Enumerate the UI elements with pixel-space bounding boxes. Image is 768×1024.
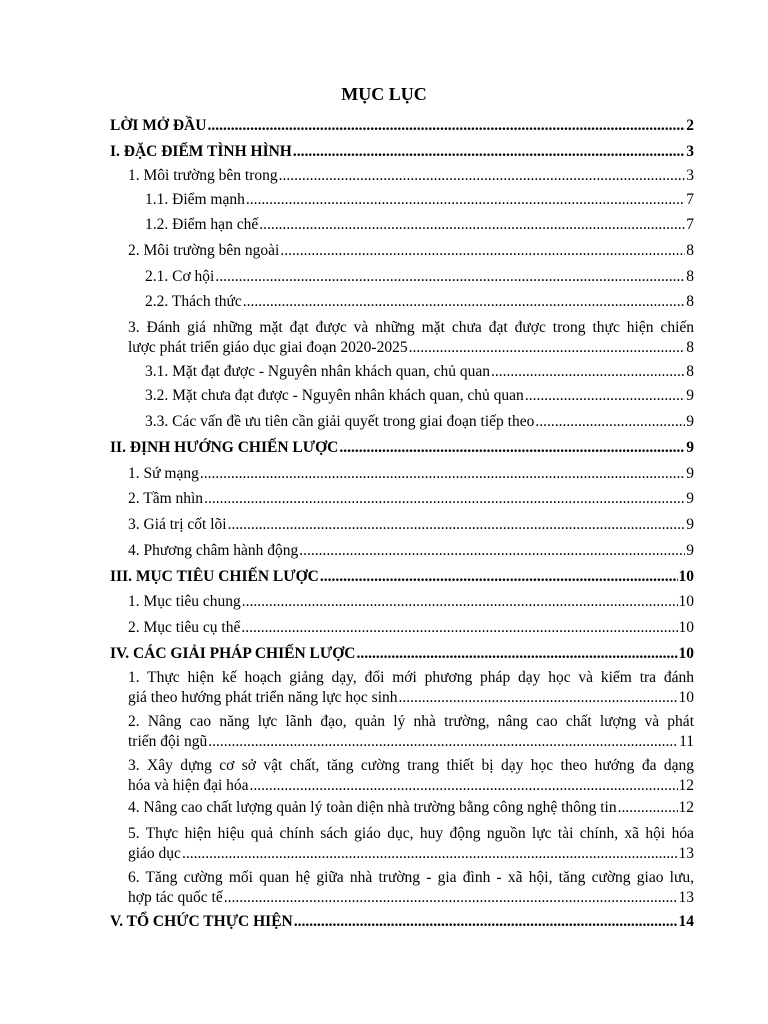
page-title: MỤC LỤC	[341, 84, 427, 104]
toc-page-number: 8	[686, 268, 694, 285]
dot-leader	[246, 190, 685, 210]
dot-leader	[299, 541, 685, 561]
toc-label: 3.3. Các vấn đề ưu tiên cần giải quyết trong giai đoạn tiếp theo	[145, 413, 535, 430]
toc-page-number: 9	[686, 542, 694, 559]
toc-page-number: 2	[686, 117, 694, 134]
dot-leader	[320, 567, 678, 587]
toc-page-number: 10	[678, 645, 694, 662]
toc-label: giá theo hướng phát triển năng lực học sinh	[128, 689, 398, 706]
toc-page-number: 3	[686, 143, 694, 160]
dot-leader	[259, 215, 685, 235]
toc-entry-loi-mo-dau[interactable]	[110, 116, 694, 136]
dot-leader	[399, 688, 678, 708]
toc-label: I. ĐẶC ĐIỂM TÌNH HÌNH	[110, 143, 292, 160]
dot-leader	[339, 438, 685, 458]
toc-entry-giai-phap-6[interactable]	[128, 868, 694, 908]
toc-page-number: 13	[678, 889, 694, 906]
toc-page-number: 7	[686, 191, 694, 208]
toc-entry-2-2[interactable]	[145, 292, 694, 312]
toc-page-number: 10	[678, 568, 694, 585]
toc-label: 2. Tầm nhìn	[128, 490, 204, 507]
toc-entry-2[interactable]	[128, 241, 694, 261]
toc-page-number: 9	[686, 516, 694, 533]
dot-leader	[356, 644, 677, 664]
toc-entry-giai-phap-5[interactable]	[128, 824, 694, 864]
toc-label-line1: 2. Nâng cao năng lực lãnh đạo, quản lý nhà trường, nâng cao chất lượng và phát	[128, 713, 694, 730]
dot-leader	[279, 166, 686, 186]
dot-leader	[200, 464, 685, 484]
toc-page-number: 10	[678, 689, 694, 706]
toc-label: 2. Môi trường bên ngoài	[128, 242, 280, 259]
toc-label: 2.2. Thách thức	[145, 293, 242, 310]
toc-page-number: 11	[679, 733, 694, 750]
toc-label: 1. Mục tiêu chung	[128, 593, 241, 610]
toc-page-number: 8	[686, 363, 694, 380]
toc-page-number: 8	[686, 242, 694, 259]
toc-label: hóa và hiện đại hóa	[128, 777, 249, 794]
dot-leader	[208, 732, 678, 752]
dot-leader	[241, 618, 677, 638]
toc-label-line1: 3. Xây dựng cơ sở vật chất, tăng cường trang thiết bị dạy học theo hướng đa dạng	[128, 757, 694, 774]
toc-entry-muc-tieu-cu-the[interactable]	[128, 618, 694, 638]
toc-label: 2.1. Cơ hội	[145, 268, 215, 285]
toc-page-number: 9	[686, 413, 694, 430]
toc-label: 3. Giá trị cốt lõi	[128, 516, 227, 533]
toc-page-number: 12	[678, 777, 694, 794]
toc-label: 4. Phương châm hành động	[128, 542, 299, 559]
toc-entry-3-2[interactable]	[145, 386, 694, 406]
toc-entry-su-mang[interactable]	[128, 464, 694, 484]
toc-label: hợp tác quốc tế	[128, 889, 223, 906]
toc-entry-muc-tieu-chung[interactable]	[128, 592, 694, 612]
toc-entry-section-1[interactable]	[110, 142, 694, 162]
dot-leader	[250, 776, 678, 796]
toc-page-number: 8	[686, 339, 694, 356]
toc-entry-giai-phap-2[interactable]	[128, 712, 694, 752]
toc-page-number: 12	[678, 799, 694, 816]
toc-entry-3[interactable]	[128, 318, 694, 358]
toc-label: lược phát triển giáo dục giai đoạn 2020-2025	[128, 339, 408, 356]
toc-label: II. ĐỊNH HƯỚNG CHIẾN LƯỢC	[110, 439, 339, 456]
toc-entry-1[interactable]	[128, 166, 694, 186]
toc-page-number: 8	[686, 293, 694, 310]
toc-entry-3-3[interactable]	[145, 412, 694, 432]
toc-label-line1: 6. Tăng cường mối quan hệ giữa nhà trường - gia đình - xã hội, tăng cường giao lưu,	[128, 869, 694, 886]
toc-entry-phuong-cham[interactable]	[128, 541, 694, 561]
toc-label-line1: 5. Thực hiện hiệu quả chính sách giáo dục, huy động nguồn lực tài chính, xã hội hóa	[128, 825, 694, 842]
toc-label: 4. Nâng cao chất lượng quản lý toàn diện nhà trường bằng công nghệ thông tin	[128, 799, 617, 816]
toc-label-line1: 1. Thực hiện kế hoạch giảng dạy, đổi mới phương pháp dạy học và kiểm tra đánh	[128, 669, 694, 686]
toc-entry-section-3[interactable]	[110, 567, 694, 587]
toc-page-number: 3	[686, 167, 694, 184]
dot-leader	[228, 515, 686, 535]
toc-entry-tam-nhin[interactable]	[128, 489, 694, 509]
dot-leader	[294, 912, 678, 932]
toc-entry-1-2[interactable]	[145, 215, 694, 235]
toc-label: 1.2. Điểm hạn chế	[145, 216, 259, 233]
toc-label: LỜI MỞ ĐẦU	[110, 117, 207, 134]
dot-leader	[242, 592, 678, 612]
toc-entry-giai-phap-3[interactable]	[128, 756, 694, 796]
toc-page-number: 9	[686, 439, 694, 456]
toc-label: 1. Sứ mạng	[128, 465, 199, 482]
toc-page-number: 13	[678, 845, 694, 862]
dot-leader	[280, 241, 685, 261]
toc-label: III. MỤC TIÊU CHIẾN LƯỢC	[110, 568, 319, 585]
toc-entry-section-5[interactable]	[110, 912, 694, 932]
toc-label: 1. Môi trường bên trong	[128, 167, 278, 184]
toc-entry-1-1[interactable]	[145, 190, 694, 210]
toc-label: 2. Mục tiêu cụ thể	[128, 619, 241, 636]
dot-leader	[207, 116, 685, 136]
toc-entry-section-4[interactable]	[110, 644, 694, 664]
toc-label: IV. CÁC GIẢI PHÁP CHIẾN LƯỢC	[110, 645, 356, 662]
toc-entry-giai-phap-1[interactable]	[128, 668, 694, 708]
toc-label: V. TỔ CHỨC THỰC HIỆN	[110, 913, 293, 930]
toc-label: 1.1. Điểm mạnh	[145, 191, 245, 208]
toc-page-number: 14	[678, 913, 694, 930]
dot-leader	[618, 798, 678, 818]
toc-entry-giai-phap-4[interactable]	[128, 798, 694, 818]
toc-label: giáo dục	[128, 845, 181, 862]
dot-leader	[409, 338, 686, 358]
toc-page-number: 10	[678, 593, 694, 610]
dot-leader	[525, 386, 685, 406]
dot-leader	[204, 489, 685, 509]
toc-page-number: 9	[686, 387, 694, 404]
toc-label: triển đội ngũ	[128, 733, 208, 750]
dot-leader	[535, 412, 685, 432]
toc-label-line1: 3. Đánh giá những mặt đạt được và những mặt chưa đạt được trong thực hiện chiến	[128, 319, 694, 336]
toc-page-number: 9	[686, 490, 694, 507]
toc-page-number: 7	[686, 216, 694, 233]
dot-leader	[182, 844, 678, 864]
dot-leader	[243, 292, 685, 312]
toc-label: 3.1. Mặt đạt được - Nguyên nhân khách quan, chủ quan	[145, 363, 491, 380]
toc-entry-section-2[interactable]	[110, 438, 694, 458]
toc-page-number: 10	[678, 619, 694, 636]
toc-entry-2-1[interactable]	[145, 267, 694, 287]
toc-entry-gia-tri[interactable]	[128, 515, 694, 535]
dot-leader	[215, 267, 685, 287]
dot-leader	[491, 362, 685, 382]
dot-leader	[224, 888, 678, 908]
dot-leader	[293, 142, 685, 162]
toc-entry-3-1[interactable]	[145, 362, 694, 382]
toc-label: 3.2. Mặt chưa đạt được - Nguyên nhân khách quan, chủ quan	[145, 387, 524, 404]
toc-page-number: 9	[686, 465, 694, 482]
